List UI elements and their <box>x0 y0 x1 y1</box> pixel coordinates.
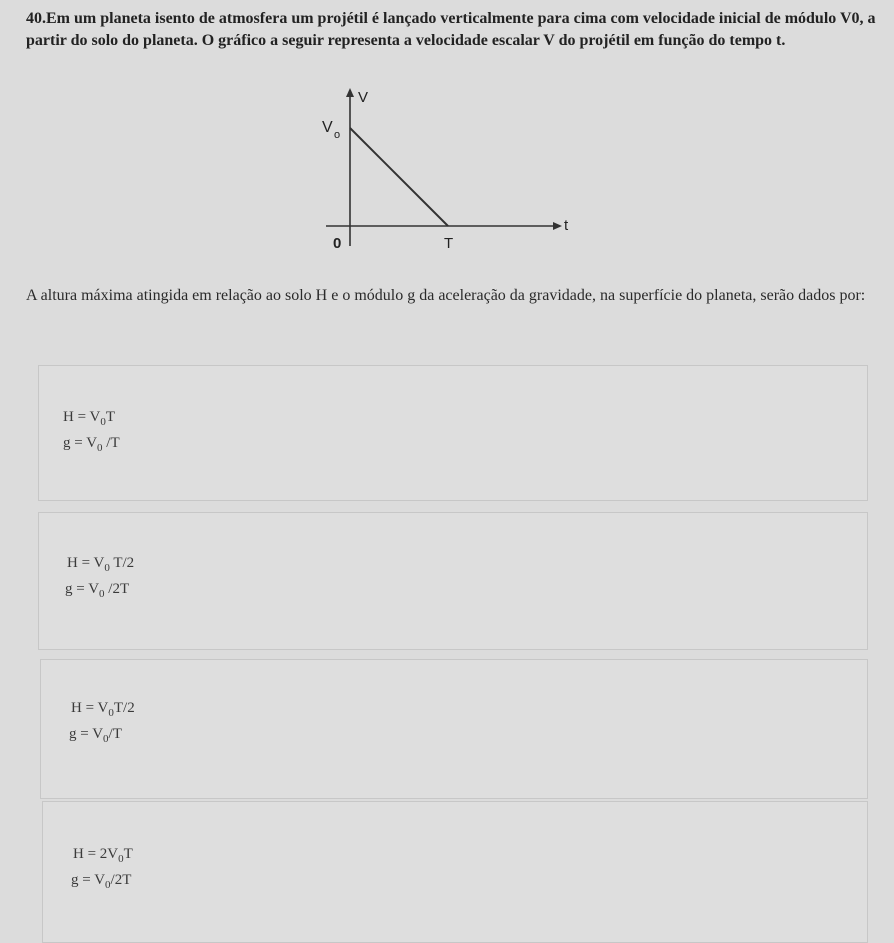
option-g-formula: $g = V_0$ /2T <box>65 581 130 600</box>
option-h-formula: $H = 2V_0T$ <box>73 846 133 865</box>
answer-option-2[interactable] <box>38 512 868 650</box>
y-axis-arrow <box>346 88 354 97</box>
option-h-formula: $H = V_0T$ <box>63 409 116 428</box>
option-h-formula: $H = V_0$ T/2 <box>67 555 135 574</box>
answer-option-4[interactable] <box>42 801 868 943</box>
option-g-formula: $g = V_0/2T$ <box>71 872 132 891</box>
option-g-formula: $g = V_0/T$ <box>69 726 122 745</box>
y-axis-label: V <box>358 89 369 106</box>
question-statement <box>26 8 882 52</box>
question-number: 40. <box>26 10 46 27</box>
velocity-line <box>350 128 448 226</box>
answer-option-3[interactable] <box>40 659 868 799</box>
x-axis-arrow <box>553 222 562 230</box>
velocity-time-graph <box>310 80 590 270</box>
origin-label: 0 <box>333 235 342 252</box>
answer-option-1[interactable] <box>38 365 868 501</box>
x-axis-label: t <box>564 217 569 234</box>
v0-label: V <box>322 119 333 136</box>
t-label: T <box>444 235 454 252</box>
question-body: Em um planeta isento de atmosfera um projétil é lançado verticalmente para cima com velocidade inicial de módulo V0, a partir do solo do planeta. O gráfico a seguir representa a velocidade escalar V do projétil em função do tempo t. <box>26 10 876 49</box>
v0-subscript: o <box>334 129 341 141</box>
option-h-formula: $H = V_0T/2$ <box>71 700 135 719</box>
question-intro: A altura máxima atingida em relação ao solo H e o módulo g da aceleração da gravidade, na superfície do planeta, serão dados por: <box>26 287 866 304</box>
option-g-formula: $g = V_0$ /T <box>63 435 120 454</box>
